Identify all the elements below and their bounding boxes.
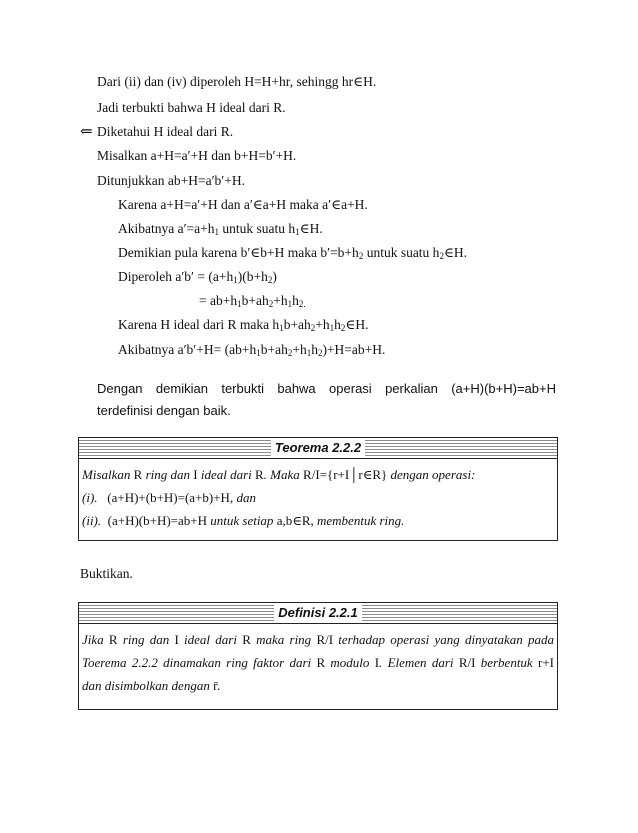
- definition-title: Definisi 2.2.1: [274, 605, 361, 621]
- definition-line: Toerema 2.2.2 dinamakan ring faktor dari R modulo I. Elemen dari R/I berbentuk r+I: [82, 655, 554, 670]
- theorem-line: (ii). (a+H)(b+H)=ab+H untuk setiap a,b∈R, membentuk ring.: [82, 513, 405, 528]
- theorem-header: [79, 438, 557, 459]
- text-line: Karena a+H=a′+H dan a′∈a+H maka a′∈a+H.: [118, 197, 368, 212]
- definition-body: [79, 624, 557, 709]
- buktikan-text: Buktikan.: [80, 566, 133, 581]
- definition-line: dan disimbolkan dengan r̄.: [82, 678, 221, 693]
- text-line: Akibatnya $a'b'+H= (ab+h_1b+ah_2+h_1h_2)+H=ab+H$.: [118, 342, 386, 358]
- theorem-title: Teorema 2.2.2: [271, 440, 365, 456]
- theorem-box: [78, 437, 558, 541]
- theorem-body: [79, 459, 557, 540]
- left-double-arrow-icon: ⇐: [80, 124, 93, 140]
- definition-header: [79, 603, 557, 624]
- text-line: Demikian pula karena b′∈b+H maka $b'=b+h_2$ untuk suatu $h_2\in H$.: [118, 245, 468, 261]
- definition-line: Jika R ring dan I ideal dari R maka ring R/I terhadap operasi yang dinyatakan pada: [82, 632, 555, 647]
- text-line: Misalkan a+H=a′+H dan b+H=b′+H.: [97, 148, 297, 163]
- text-line: Karena H ideal dari R maka $h_1b+ah_2+h_1h_2\in H$.: [118, 317, 369, 333]
- definition-box: [78, 602, 558, 710]
- conclusion-paragraph: Dengan demikian terbukti bahwa operasi perkalian (a+H)(b+H)=ab+H terdefinisi dengan baik.: [97, 381, 556, 418]
- theorem-line: Misalkan R ring dan I ideal dari R. Maka R/I={r+I│r∈R} dengan operasi:: [82, 467, 476, 482]
- text-line: Diketahui H ideal dari R.: [97, 124, 234, 139]
- text-line: Jadi terbukti bahwa H ideal dari R.: [97, 100, 286, 115]
- text-line: Dari (ii) dan (iv) diperoleh H=H+hr, sehingg hr∈H.: [97, 74, 377, 89]
- text-line: Ditunjukkan ab+H=a′b′+H.: [97, 173, 245, 188]
- text-line: Akibatnya $a'=a+h_1$ untuk suatu $h_1\in H$.: [118, 221, 323, 237]
- text-line: = $ab+h_1b+ah_2+h_1h_{2.}$: [199, 293, 306, 309]
- theorem-line: (i). (a+H)+(b+H)=(a+b)+H, dan: [82, 490, 256, 505]
- text-line: Diperoleh $a'b' = (a+h_1)(b+h_2)$: [118, 269, 277, 285]
